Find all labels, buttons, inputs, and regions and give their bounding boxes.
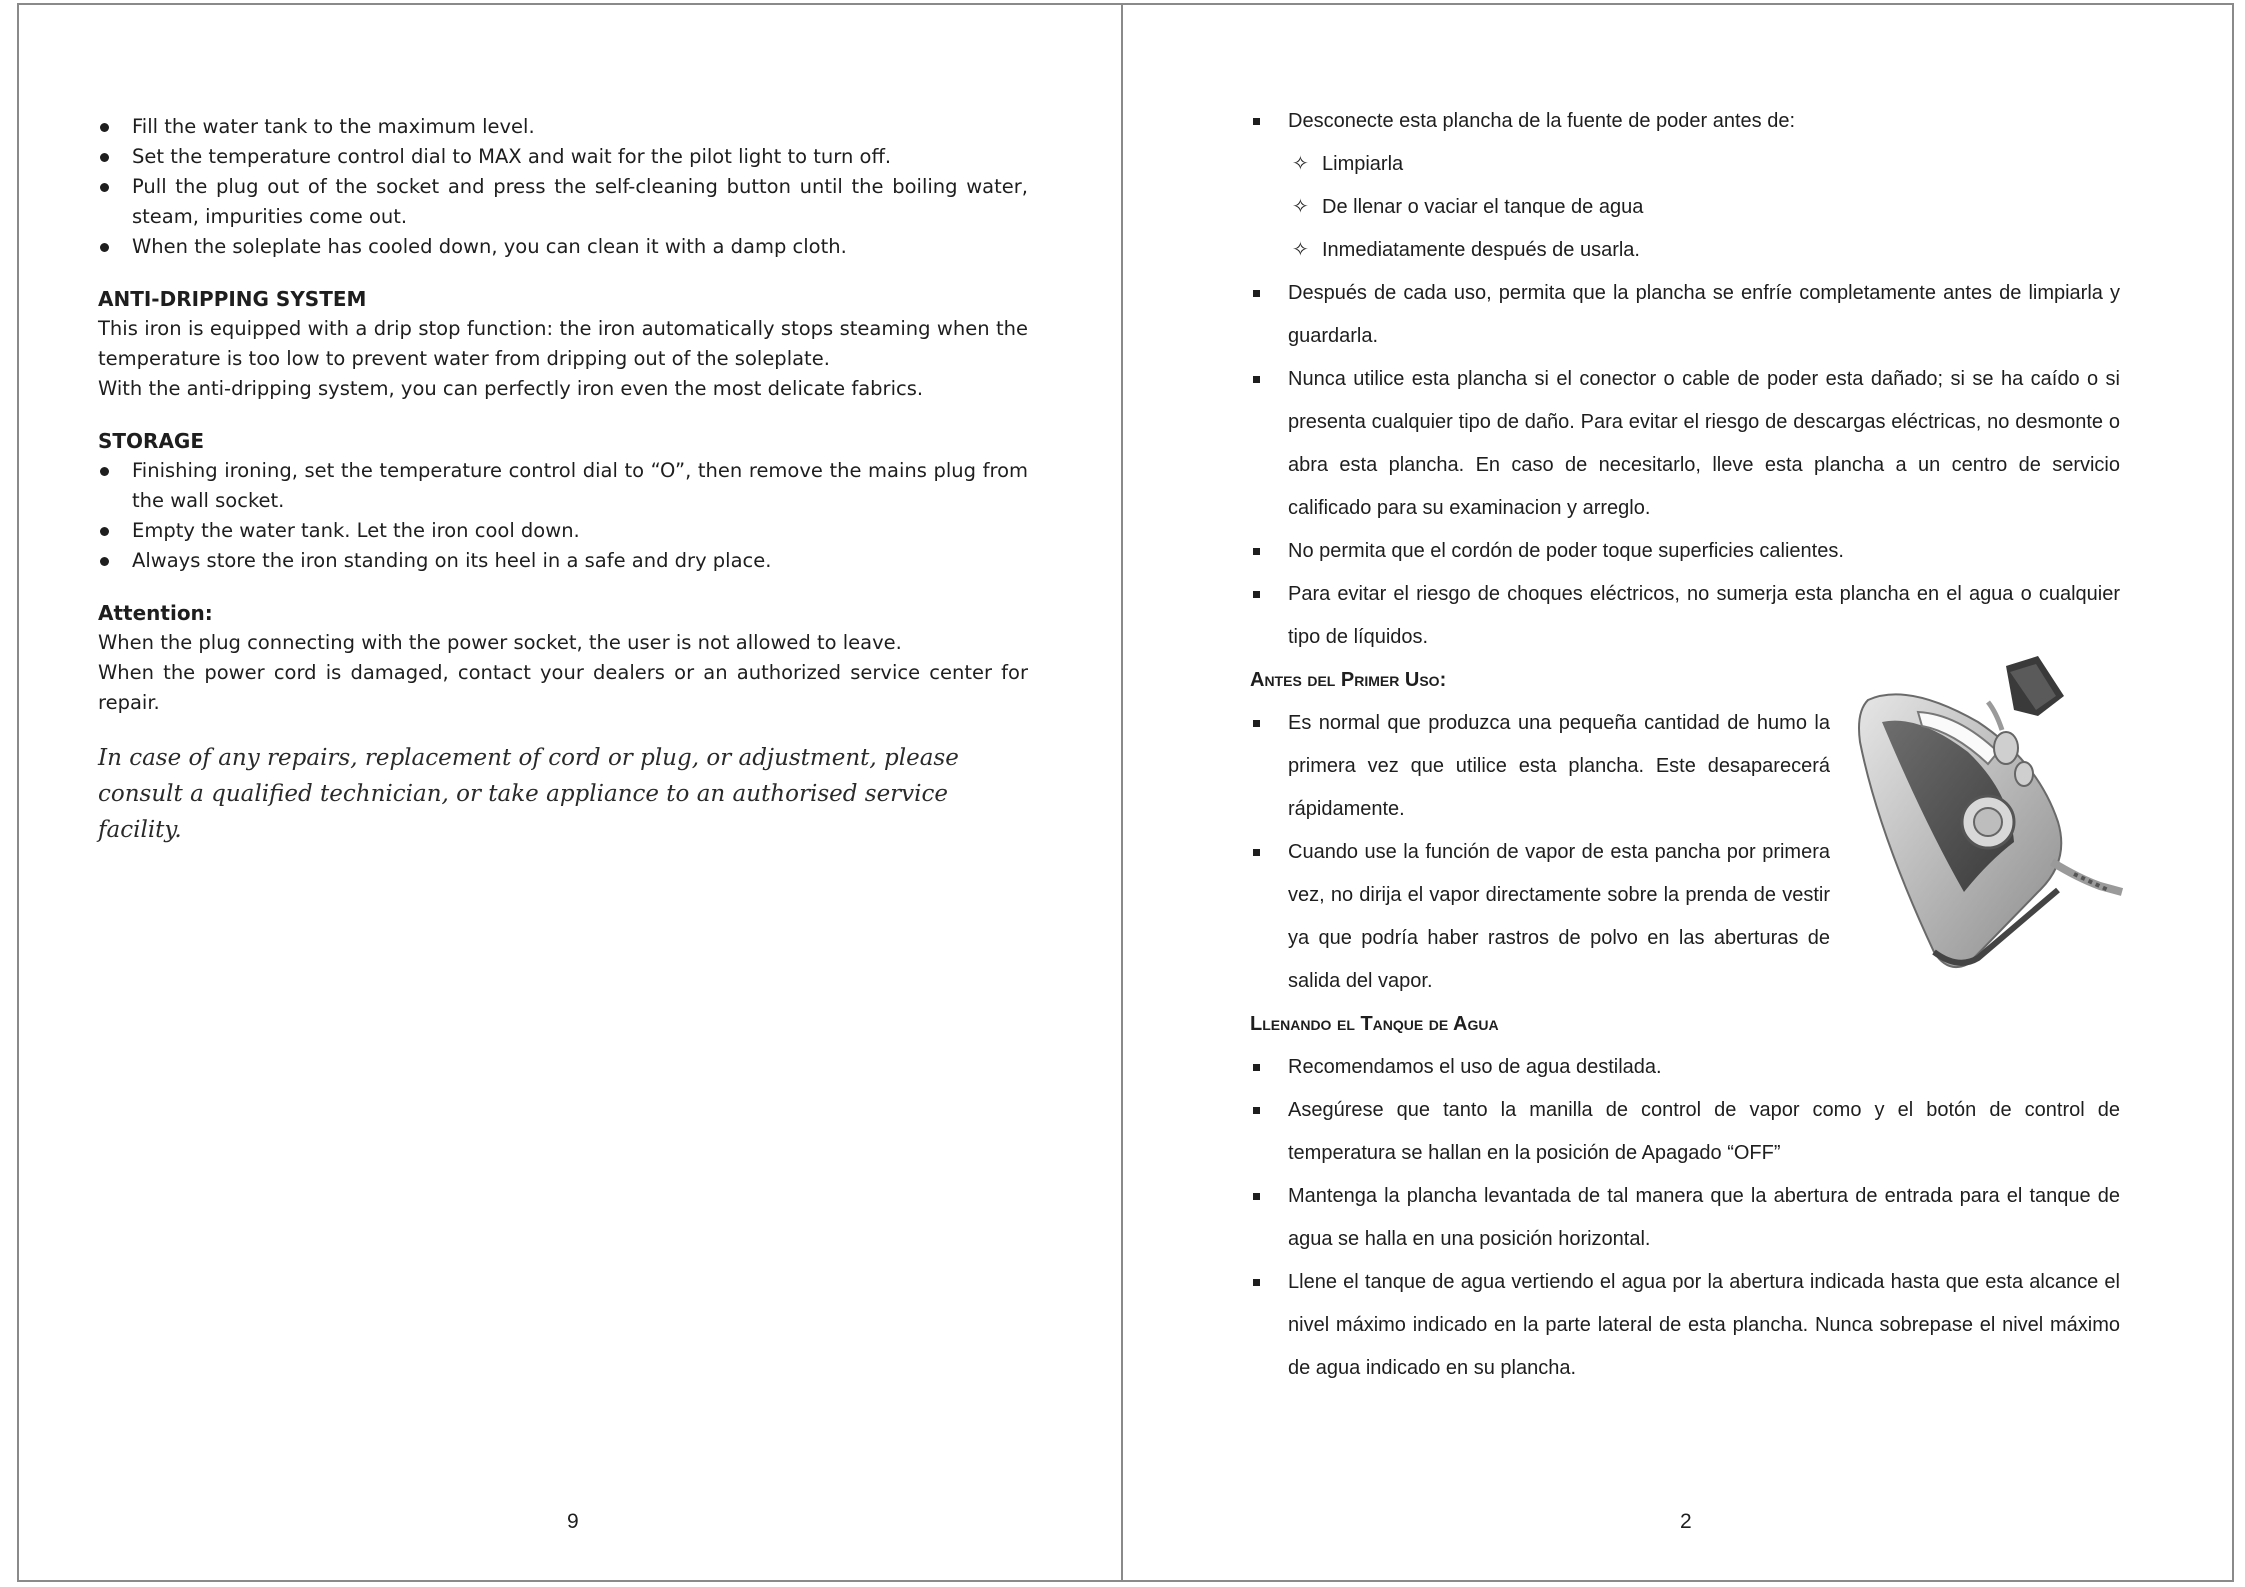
storage-list bbox=[98, 456, 1028, 576]
storage-section bbox=[98, 426, 1028, 576]
bullet-icon bbox=[100, 467, 109, 476]
left-page bbox=[98, 112, 1028, 848]
filling-tank-heading: Llenando el Tanque de Agua bbox=[1250, 1013, 1499, 1035]
list-item: Finishing ironing, set the temperature control dial to “O”, then remove the mains plug from the wall socket. bbox=[98, 456, 1028, 516]
sub-list-item: ✧ Inmediatamente después de usarla. bbox=[1250, 229, 2120, 272]
repair-note: In case of any repairs, replacement of cord or plug, or adjustment, please consult a qualified technician, or take appliance to an authorised service facility. bbox=[98, 745, 959, 843]
diamond-bullet-icon: ✧ bbox=[1292, 153, 1309, 175]
page-divider bbox=[1121, 3, 1123, 1582]
bullet-icon bbox=[1253, 290, 1260, 297]
attention-paragraph: When the power cord is damaged, contact your dealers or an authorized service center for repair. bbox=[98, 661, 1028, 714]
list-item: Always store the iron standing on its heel in a safe and dry place. bbox=[98, 546, 1028, 576]
list-item: Fill the water tank to the maximum level. bbox=[98, 112, 1028, 142]
bullet-icon bbox=[1253, 1107, 1260, 1114]
diamond-bullet-icon: ✧ bbox=[1292, 196, 1309, 218]
list-item: Empty the water tank. Let the iron cool down. bbox=[98, 516, 1028, 546]
bullet-icon bbox=[1253, 376, 1260, 383]
bullet-icon bbox=[1253, 720, 1260, 727]
list-item: Llene el tanque de agua vertiendo el agua por la abertura indicada hasta que esta alcance el nivel máximo indicado en la parte lateral de esta plancha. Nunca sobrepase el nivel máximo de agua indicado en su plancha. bbox=[1250, 1261, 2120, 1390]
bullet-icon bbox=[100, 557, 109, 566]
attention-paragraph: When the plug connecting with the power socket, the user is not allowed to leave. bbox=[98, 631, 902, 654]
list-item: Es normal que produzca una pequeña cantidad de humo la primera vez que utilice esta plancha. Este desaparecerá rápidamente. bbox=[1250, 702, 1830, 831]
anti-dripping-paragraph: With the anti-dripping system, you can perfectly iron even the most delicate fabrics. bbox=[98, 377, 924, 400]
attention-section bbox=[98, 598, 1028, 718]
page-number-right: 2 bbox=[1680, 1510, 1692, 1533]
diamond-bullet-icon: ✧ bbox=[1292, 239, 1309, 261]
bullet-icon bbox=[1253, 1193, 1260, 1200]
bullet-icon bbox=[1253, 1279, 1260, 1286]
sub-list-item: ✧ De llenar o vaciar el tanque de agua bbox=[1250, 186, 2120, 229]
list-item: No permita que el cordón de poder toque superficies calientes. bbox=[1250, 530, 2120, 573]
safety-list bbox=[1250, 100, 2120, 659]
steam-iron-image bbox=[1838, 652, 2138, 972]
anti-dripping-heading: ANTI-DRIPPING SYSTEM bbox=[98, 287, 367, 311]
list-item: Set the temperature control dial to MAX and wait for the pilot light to turn off. bbox=[98, 142, 1028, 172]
sub-list-item: ✧ Limpiarla bbox=[1250, 143, 2120, 186]
bullet-icon bbox=[100, 527, 109, 536]
storage-heading: STORAGE bbox=[98, 429, 205, 453]
list-item: Desconecte esta plancha de la fuente de poder antes de: bbox=[1250, 100, 2120, 143]
bullet-icon bbox=[100, 153, 109, 162]
bullet-icon bbox=[100, 183, 109, 192]
cleaning-list bbox=[98, 112, 1028, 262]
list-item: Cuando use la función de vapor de esta pancha por primera vez, no dirija el vapor directamente sobre la prenda de vestir ya que podría haber rastros de polvo en las aberturas de salida del vapor. bbox=[1250, 831, 1830, 1003]
list-item: Después de cada uso, permita que la plancha se enfríe completamente antes de limpiarla y guardarla. bbox=[1250, 272, 2120, 358]
list-item: Pull the plug out of the socket and press the self-cleaning button until the boiling water, steam, impurities come out. bbox=[98, 172, 1028, 232]
list-item: Recomendamos el uso de agua destilada. bbox=[1250, 1046, 2120, 1089]
bullet-icon bbox=[1253, 1064, 1260, 1071]
before-first-use-heading: Antes del Primer Uso: bbox=[1250, 669, 1447, 691]
bullet-icon bbox=[100, 123, 109, 132]
list-item: When the soleplate has cooled down, you can clean it with a damp cloth. bbox=[98, 232, 1028, 262]
list-item: Mantenga la plancha levantada de tal manera que la abertura de entrada para el tanque de agua se halla en una posición horizontal. bbox=[1250, 1175, 2120, 1261]
attention-heading: Attention: bbox=[98, 601, 213, 625]
list-item: Para evitar el riesgo de choques eléctricos, no sumerja esta plancha en el agua o cualquier tipo de líquidos. bbox=[1250, 573, 2120, 659]
list-item: Nunca utilice esta plancha si el conector o cable de poder esta dañado; si se ha caído o si presenta cualquier tipo de daño. Para evitar el riesgo de descargas eléctricas, no desmonte o abra esta plancha. En caso de necesitarlo, lleve esta plancha a un centro de servicio calificado para su examinacion y arreglo. bbox=[1250, 358, 2120, 530]
filling-tank-list bbox=[1250, 1046, 2120, 1390]
bullet-icon bbox=[100, 243, 109, 252]
bullet-icon bbox=[1253, 849, 1260, 856]
page-number-left: 9 bbox=[567, 1510, 579, 1533]
bullet-icon bbox=[1253, 118, 1260, 125]
bullet-icon bbox=[1253, 591, 1260, 598]
anti-dripping-section bbox=[98, 284, 1028, 404]
bullet-icon bbox=[1253, 548, 1260, 555]
list-item: Asegúrese que tanto la manilla de control de vapor como y el botón de control de temperatura se hallan en la posición de Apagado “OFF” bbox=[1250, 1089, 2120, 1175]
anti-dripping-paragraph: This iron is equipped with a drip stop function: the iron automatically stops steaming when the temperature is too low to prevent water from dripping out of the soleplate. bbox=[98, 317, 1028, 370]
